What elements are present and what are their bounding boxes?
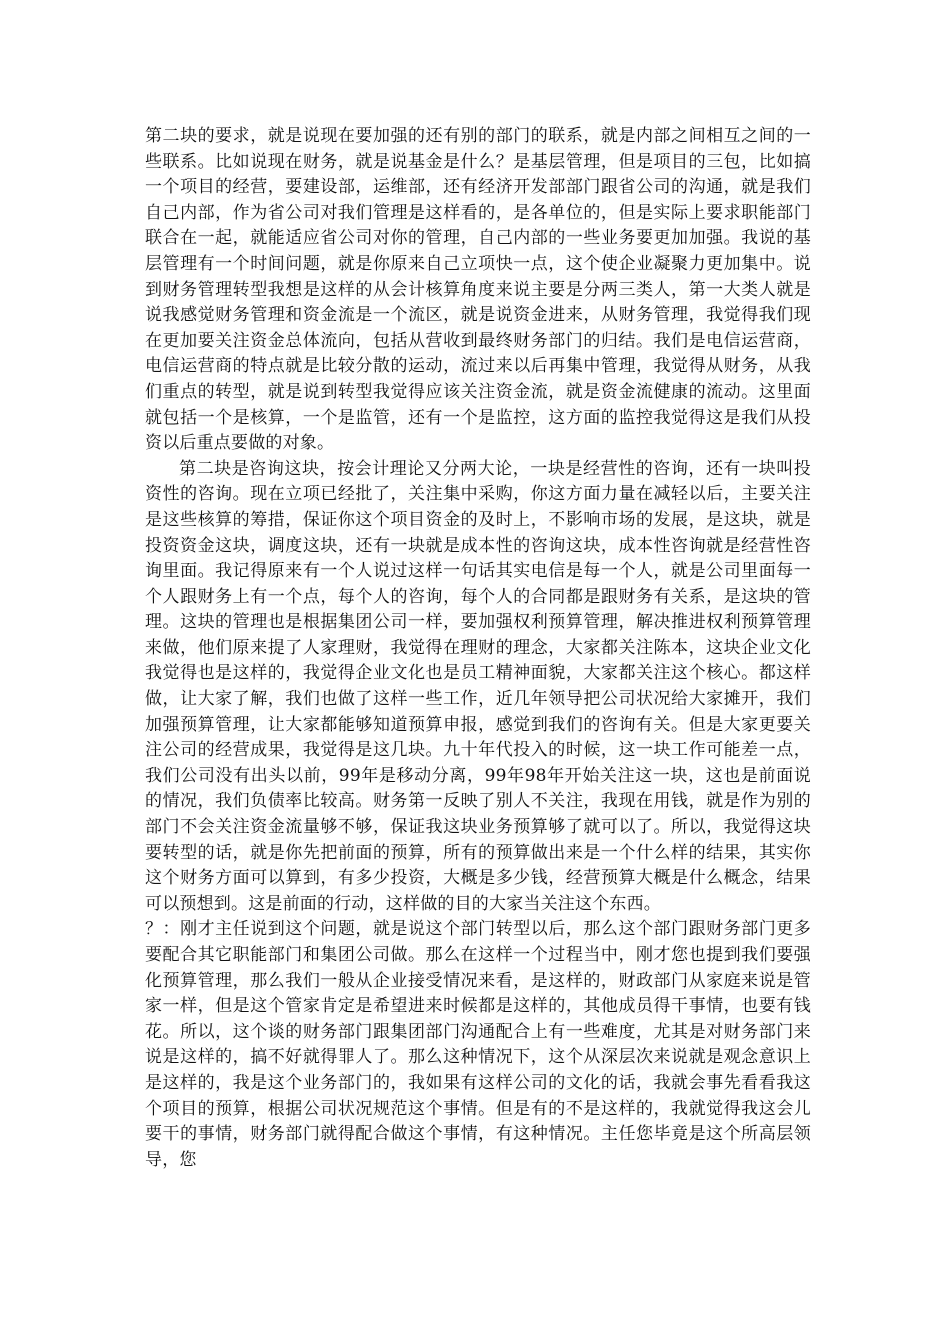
paragraph-1: 第二块的要求，就是说现在要加强的还有别的部门的联系，就是内部之间相互之间的一些联系。比如说现在财务，就是说基金是什么？是基层管理，但是项目的三包，比如搞一个项目的经营，要建设部，运维部，还有经济开发部部门跟省公司的沟通，就是我们自己内部，作为省公司对我们管理是这样看的，是各单位的，但是实际上要求职能部门联合在一起，就能适应省公司对你的管理，自己内部的一些业务要更加加强。我说的基层管理有一个时间问题，就是你原来自己立项快一点，这个使企业凝聚力更加集中。说到财务管理转型我想是这样的从会计核算角度来说主要是分两三类人，第一大类人就是说我感觉财务管理和资金流是一个流区，就是说资金进来，从财务管理，我觉得我们现在更加要关注资金总体流向，包括从营收到最终财务部门的归结。我们是电信运营商，电信运营商的特点就是比较分散的运动，流过来以后再集中管理，我觉得从财务，从我们重点的转型，就是说到转型我觉得应该关注资金流，就是资金流健康的流动。这里面就包括一个是核算，一个是监管，还有一个是监控，这方面的监控我觉得这是我们从投资以后重点要做的对象。 [145, 126, 811, 454]
paragraph-2: 第二块是咨询这块，按会计理论又分两大论，一块是经营性的咨询，还有一块叫投资性的咨询。现在立项已经批了，关注集中采购，你这方面力量在减轻以后，主要关注是这些核算的筹措，保证你这个项目资金的及时上，不影响市场的发展，是这块，就是投资资金这块，调度这块，还有一块就是成本性的咨询这块，成本性咨询就是经营性咨询里面。我记得原来有一个人说过这样一句话其实电信是每一个人，就是公司里面每一个人跟财务上有一个点，每个人的咨询，每个人的合同都是跟财务有关系，是这块的管理。这块的管理也是根据集团公司一样，要加强权利预算管理，解决推进权利预算管理来做，他们原来提了人家理财，我觉得在理财的理念，大家都关注陈本，这块企业文化我觉得也是这样的，我觉得企业文化也是员工精神面貌，大家都关注这个核心。都这样做，让大家了解，我们也做了这样一些工作，近几年领导把公司状况给大家摊开，我们加强预算管理，让大家都能够知道预算申报，感觉到我们的咨询有关。但是大家更要关注公司的经营成果，我觉得是这几块。九十年代投入的时候，这一块工作可能差一点，我们公司没有出头以前，99年是移动分离，99年98年开始关注这一块，这也是前面说的情况，我们负债率比较高。财务第一反映了别人不关注，我现在用钱，就是作为别的部门不会关注资金流量够不够，保证我这块业务预算够了就可以了。所以，我觉得这块要转型的话，就是你先把前面的预算，所有的预算做出来是一个什么样的结果，其实你这个财务方面可以算到，有多少投资，大概是多少钱，经营预算大概是什么概念，结果可以预想到。这是前面的行动，这样做的目的大家当关注这个东西。 [145, 458, 811, 914]
paragraph-3: ？：刚才主任说到这个问题，就是说这个部门转型以后，那么这个部门跟财务部门更多要配合其它职能部门和集团公司做。那么在这样一个过程当中，刚才您也提到我们要强化预算管理，那么我们一般从企业接受情况来看，是这样的，财政部门从家庭来说是管家一样，但是这个管家肯定是希望进来时候都是这样的，其他成员得干事情，也要有钱花。所以，这个谈的财务部门跟集团部门沟通配合上有一些难度，尤其是对财务部门来说是这样的，搞不好就得罪人了。那么这种情况下，这个从深层次来说就是观念意识上是这样的，我是这个业务部门的，我如果有这样公司的文化的话，我就会事先看看我这个项目的预算，根据公司状况规范这个事情。但是有的不是这样的，我就觉得我这会儿要干的事情，财务部门就得配合做这个事情，有这种情况。主任您毕竟是这个所高层领导，您 [145, 919, 811, 1170]
document-body [145, 124, 811, 1173]
